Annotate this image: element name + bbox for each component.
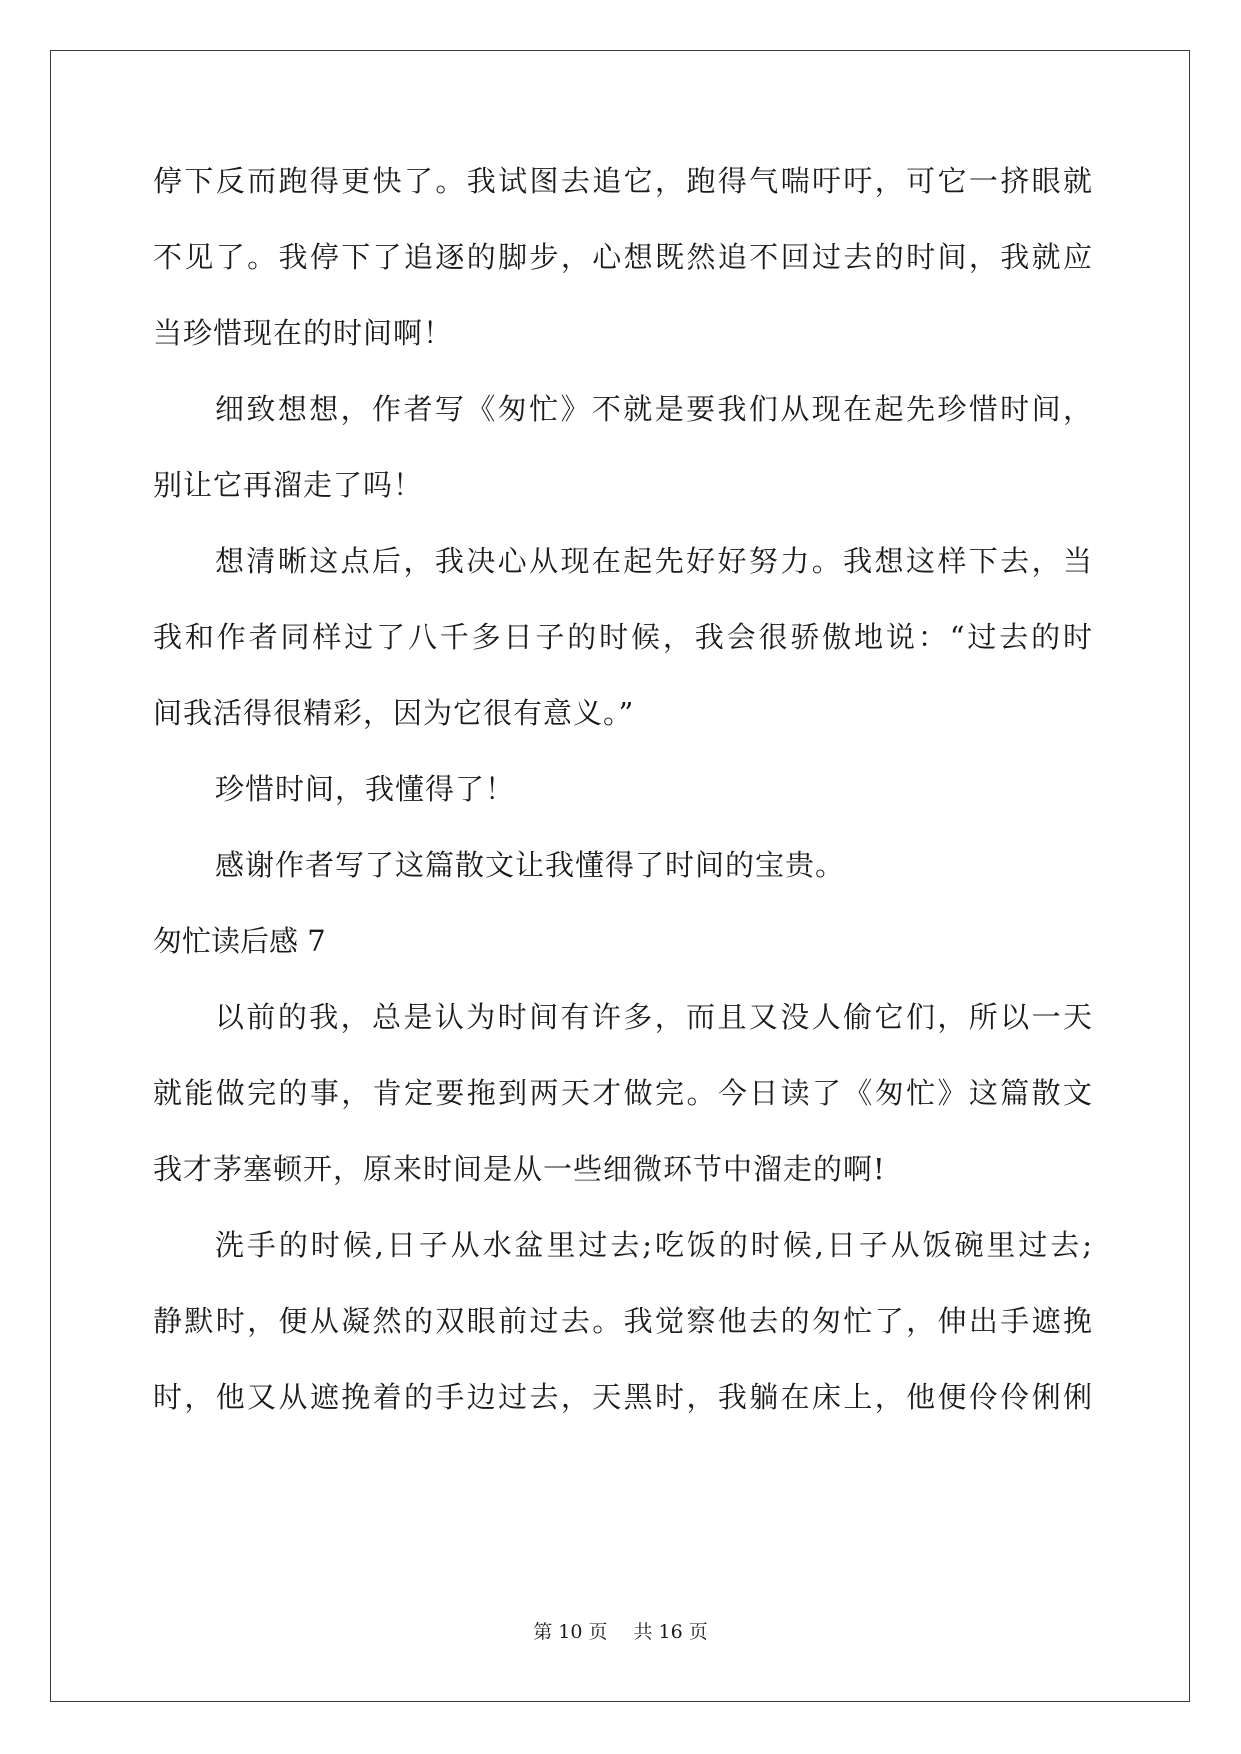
document-body — [153, 162, 1093, 1454]
text-line: 间我活得很精彩，因为它很有意义。” — [153, 696, 635, 730]
text-line: 我才茅塞顿开，原来时间是从一些细微环节中溜走的啊! — [153, 1152, 886, 1186]
page-total: 共 16 页 — [633, 1621, 708, 1643]
text-line: 以前的我，总是认为时间有许多，而且又没人偷它们，所以一天 — [215, 1000, 1093, 1034]
page-number: 第 10 页 — [533, 1621, 608, 1643]
section-heading: 匆忙读后感 7 — [153, 924, 326, 958]
text-line: 不见了。我停下了追逐的脚步，心想既然追不回过去的时间，我就应 — [153, 240, 1093, 274]
text-line: 想清晰这点后，我决心从现在起先好好努力。我想这样下去，当 — [215, 544, 1093, 578]
text-line: 静默时，便从凝然的双眼前过去。我觉察他去的匆忙了，伸出手遮挽 — [153, 1304, 1093, 1338]
text-line: 当珍惜现在的时间啊！ — [153, 316, 454, 350]
text-line: 细致想想，作者写《匆忙》不就是要我们从现在起先珍惜时间， — [215, 392, 1093, 426]
text-line: 洗手的时候,日子从水盆里过去;吃饭的时候,日子从饭碗里过去; — [215, 1228, 1093, 1262]
text-line: 珍惜时间，我懂得了！ — [215, 772, 516, 806]
text-line: 停下反而跑得更快了。我试图去追它，跑得气喘吁吁，可它一挤眼就 — [153, 164, 1093, 198]
text-line: 感谢作者写了这篇散文让我懂得了时间的宝贵。 — [215, 848, 846, 882]
page-footer — [0, 1620, 1241, 1644]
text-line: 别让它再溜走了吗！ — [153, 468, 424, 502]
text-line: 我和作者同样过了八千多日子的时候，我会很骄傲地说：“过去的时 — [153, 620, 1093, 654]
text-line: 就能做完的事，肯定要拖到两天才做完。今日读了《匆忙》这篇散文 — [153, 1076, 1093, 1110]
text-line: 时，他又从遮挽着的手边过去，天黑时，我躺在床上，他便伶伶俐俐 — [153, 1380, 1093, 1414]
